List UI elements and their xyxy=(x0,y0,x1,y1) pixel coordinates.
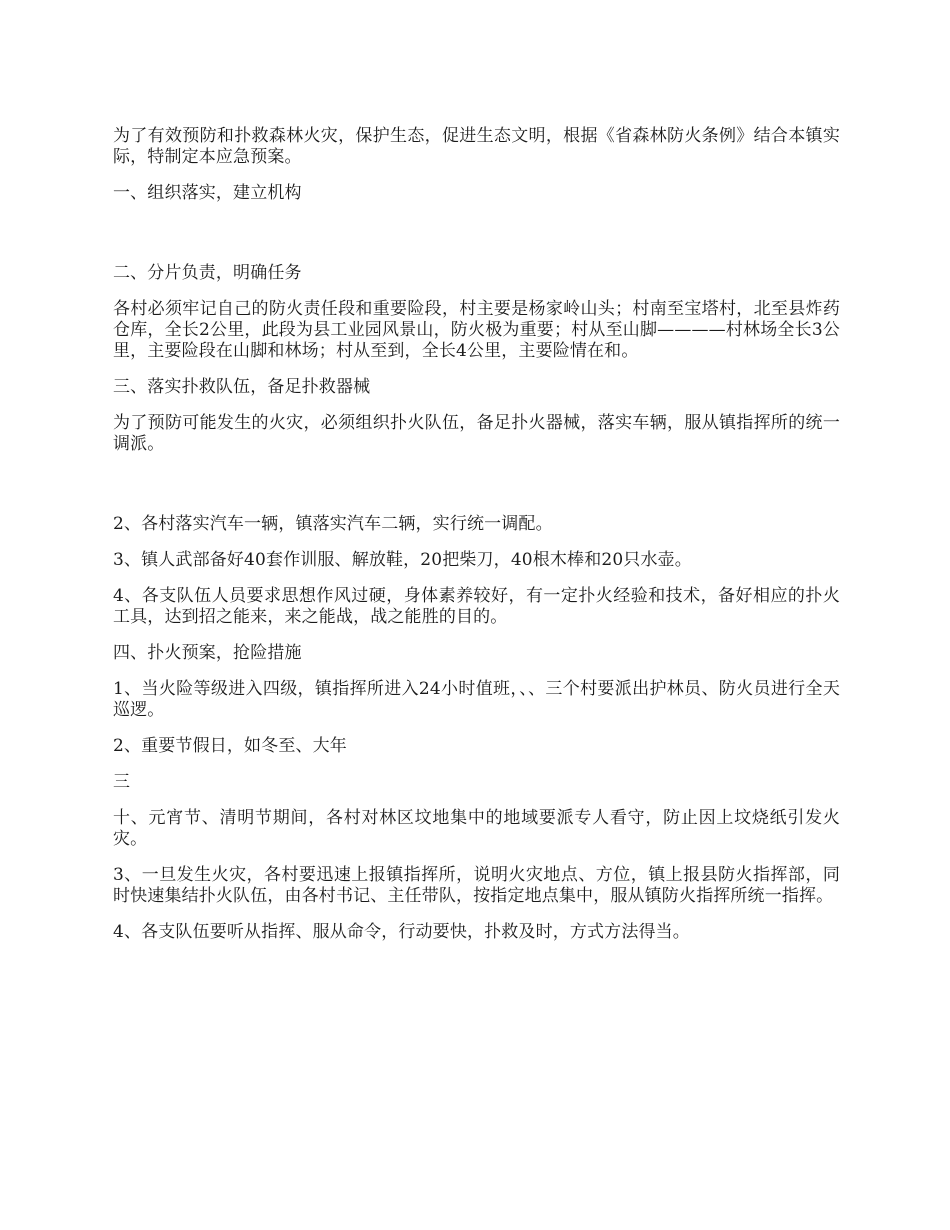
text-fragment: 三 xyxy=(113,772,131,792)
body-paragraph: 各村必须牢记自己的防火责任段和重要险段，村主要是杨家岭山头；村南至宝塔村，北至县炸药仓库，全长2公里，此段为县工业园风景山，防火极为重要；村从至山脚————村林场全长3公里，主要险段在山脚和林场；村从至到，全长4公里，主要险情在和。 xyxy=(113,299,840,361)
body-paragraph: 十、元宵节、清明节期间，各村对林区坟地集中的地域要派专人看守，防止因上坟烧纸引发火灾。 xyxy=(113,808,840,849)
list-item: 2、重要节假日，如冬至、大年 xyxy=(113,736,347,756)
document-body xyxy=(113,126,840,958)
list-item: 1、当火险等级进入四级，镇指挥所进入24小时值班，、、三个村要派出护林员、防火员进行全天巡逻。 xyxy=(113,679,840,720)
section-heading-1: 一、组织落实，建立机构 xyxy=(113,183,302,203)
list-item: 2、各村落实汽车一辆，镇落实汽车二辆，实行统一调配。 xyxy=(113,514,553,534)
list-item: 3、镇人武部备好40套作训服、解放鞋，20把柴刀，40根木棒和20只水壶。 xyxy=(113,550,692,570)
intro-paragraph: 为了有效预防和扑救森林火灾，保护生态，促进生态文明，根据《省森林防火条例》结合本镇实际，特制定本应急预案。 xyxy=(113,126,840,167)
section-heading-3: 三、落实扑救队伍，备足扑救器械 xyxy=(113,377,371,397)
list-item: 3、一旦发生火灾，各村要迅速上报镇指挥所，说明火灾地点、方位，镇上报县防火指挥部，同时快速集结扑火队伍，由各村书记、主任带队，按指定地点集中，服从镇防火指挥所统一指挥。 xyxy=(113,865,840,906)
section-heading-2: 二、分片负责，明确任务 xyxy=(113,263,302,283)
list-item: 4、各支队伍人员要求思想作风过硬，身体素养较好，有一定扑火经验和技术，备好相应的扑火工具，达到招之能来，来之能战，战之能胜的目的。 xyxy=(113,586,840,627)
list-item: 4、各支队伍要听从指挥、服从命令，行动要快，扑救及时，方式方法得当。 xyxy=(113,922,690,942)
section-heading-4: 四、扑火预案，抢险措施 xyxy=(113,643,302,663)
body-paragraph: 为了预防可能发生的火灾，必须组织扑火队伍，备足扑火器械，落实车辆，服从镇指挥所的统一调派。 xyxy=(113,413,840,454)
